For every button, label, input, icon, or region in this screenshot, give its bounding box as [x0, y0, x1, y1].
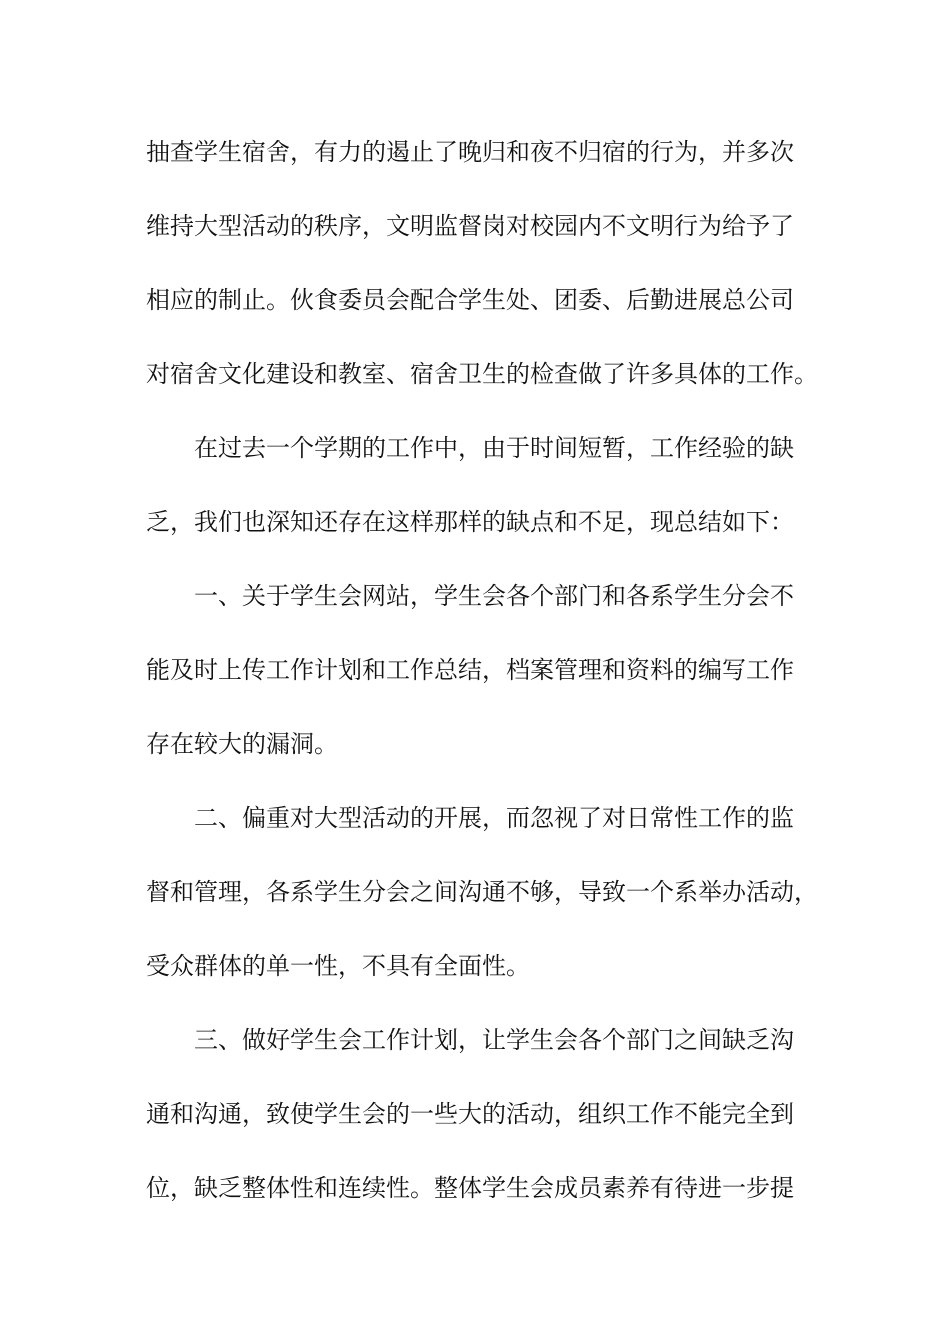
text-line: 受众群体的单一性，不具有全面性。 — [146, 952, 530, 980]
paragraph-first-line: 二、偏重对大型活动的开展，而忽视了对日常性工作的监 — [194, 804, 794, 832]
text-line: 存在较大的漏洞。 — [146, 730, 338, 758]
text-line: 乏，我们也深知还存在这样那样的缺点和不足，现总结如下： — [146, 508, 794, 536]
text-line: 能及时上传工作计划和工作总结，档案管理和资料的编写工作 — [146, 656, 794, 684]
text-line: 维持大型活动的秩序，文明监督岗对校园内不文明行为给予了 — [146, 212, 794, 240]
paragraph-first-line: 一、关于学生会网站，学生会各个部门和各系学生分会不 — [194, 582, 794, 610]
document-body — [146, 126, 818, 1236]
text-line: 通和沟通，致使学生会的一些大的活动，组织工作不能完全到 — [146, 1100, 794, 1128]
text-line: 位，缺乏整体性和连续性。整体学生会成员素养有待进一步提 — [146, 1174, 794, 1202]
text-line: 对宿舍文化建设和教室、宿舍卫生的检查做了许多具体的工作。 — [146, 360, 818, 388]
text-line: 抽查学生宿舍，有力的遏止了晚归和夜不归宿的行为，并多次 — [146, 138, 794, 166]
text-line: 相应的制止。伙食委员会配合学生处、团委、后勤进展总公司 — [146, 286, 794, 314]
paragraph-first-line: 在过去一个学期的工作中，由于时间短暂，工作经验的缺 — [194, 434, 794, 462]
text-line: 督和管理，各系学生分会之间沟通不够，导致一个系举办活动， — [146, 878, 818, 906]
paragraph-first-line: 三、做好学生会工作计划，让学生会各个部门之间缺乏沟 — [194, 1026, 794, 1054]
